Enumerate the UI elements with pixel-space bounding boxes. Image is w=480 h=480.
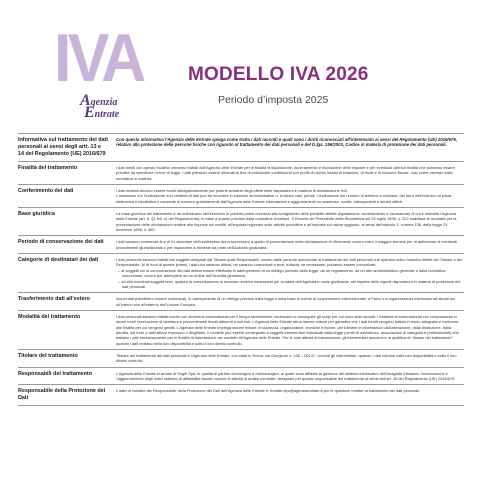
info-row-informativa	[18, 133, 464, 161]
info-row-responsabili	[18, 367, 464, 385]
info-row-modalita	[18, 310, 464, 349]
row-paragraph: Titolare del trattamento dei dati personali è l’Agenzia delle Entrate, con sede in Roma, via Giorgione n. 106 – 00147, nonché gli intermediari, quando i dati entrano nella loro disponibilità e sotto il loro diretto controllo.	[116, 352, 457, 364]
row-label: Responsabile della Protezione dei Dati	[18, 388, 106, 402]
row-text	[116, 388, 464, 402]
row-bullet: – ad altri eventuali soggetti terzi, qualora la comunicazione si dovesse rendere necessaria per la tutela dell’Agenzia in sede giudiziaria, nel rispetto delle vigenti disposizioni in materia di protezione dei dati personali.	[118, 278, 461, 289]
row-label: Periodo di conservazione dei dati	[18, 239, 104, 246]
logo-text-entrate: Entrate	[84, 104, 120, 121]
row-label: Informativa sul trattamento dei dati personali ai sensi degli artt. 13 e 14 del Regolamento (UE) 2016/679	[18, 137, 108, 157]
row-text	[116, 371, 464, 382]
info-row-base-giuridica	[18, 207, 464, 235]
row-label: Categorie di destinatari dei dati	[18, 257, 99, 264]
row-label: Modalità del trattamento	[18, 313, 81, 320]
row-label: Base giuridica	[18, 211, 55, 218]
page-header	[0, 0, 480, 132]
row-paragraph: I dati personali saranno trattati dai soggetti designati dal Titolare quali Responsabili, ovvero dalle persone autorizzate al trattamento dei dati personali che operano sotto l’autorità diretta del Titolare o del Responsabile. Al di fuori di queste ipotesi, i dati non saranno diffusi, né saranno comunicati a terzi, tuttavia, se necessario, potranno essere comunicati:	[116, 257, 463, 268]
agenzia-entrate-logo	[44, 20, 154, 128]
row-label: Trasferimento dati all’estero	[18, 296, 90, 303]
row-paragraph: I dati forniti con questo modello verranno trattati dall’Agenzia delle Entrate per le finalità di liquidazione, accertamento e riscossione delle imposte e per eventuali ulteriori finalità che potranno essere previste da specifiche norme di legge. I dati potranno essere utilizzati al fine di individuare contribuenti con profili di rischio inclusi di evasione, di frode e di elusione fiscale, così come previsto dalla normativa in materia.	[116, 165, 455, 181]
info-row-destinatari	[18, 253, 464, 292]
row-label: Finalità del trattamento	[18, 165, 78, 171]
logo-text-agenzia: Agenzia	[80, 92, 118, 109]
row-paragraph: Il dato di contatto del Responsabile della Protezione dei Dati dell’Agenzia delle Entrate è: entrate.dpo@agenziaentrate.it per le questioni relative al trattamento dei dati personali.	[116, 388, 421, 394]
info-row-trasferimento	[18, 292, 464, 310]
row-paragraph: I dati saranno conservati fino al 31 dicembre dell’undicesimo anno successivo a quello di presentazione della dichiarazione di riferimento ovvero entro il maggior termine per la definizione di eventuali procedimenti giurisdizionali o per rispondere a richieste da parte dell’Autorità giudiziaria.	[116, 239, 458, 250]
row-text	[116, 239, 464, 250]
info-row-conferimento	[18, 184, 464, 207]
info-row-finalita	[18, 161, 464, 184]
privacy-info-table	[18, 133, 464, 406]
row-label: Conferimento dei dati	[18, 188, 74, 195]
info-row-conservazione	[18, 235, 464, 253]
info-row-dpo	[18, 384, 464, 406]
logo-iva-letters: IVA	[54, 20, 143, 96]
row-text	[116, 165, 464, 181]
row-label: Titolare del trattamento	[18, 352, 78, 359]
row-paragraph: I dati richiesti devono essere forniti obbligatoriamente per potersi avvalere degli effetti delle disposizioni in materia di dichiarazione IVA.	[116, 188, 348, 194]
page-title: MODELLO IVA 2026	[188, 64, 369, 85]
row-paragraph: L’Agenzia delle Entrate si avvale di Sogei Spa, in qualità di partner tecnologico e metodologico, al quale sono affidate la gestione del sistema informativo dell’Anagrafe tributaria, l’elaborazione e l’aggiornamento degli indici statistici di affidabilità fiscale nonché le attività di analisi correlate, designato per questo responsabile del trattamento ai sensi dell’art. 28 del Regolamento (UE) 2016/679.	[116, 370, 456, 381]
row-paragraph: Con questa informativa l’Agenzia delle Entrate spiega come tratta i dati raccolti e quali sono i diritti riconosciuti all’interessato ai sensi del Regolamento (UE) 2016/679, relativo alla protezione delle persone fisiche con riguardo al trattamento dei dati personali e del D.lgs. 196/2003, Codice in materia di protezione dei dati personali.	[116, 137, 457, 148]
row-paragraph: Alcuni dati potrebbero essere comunicati, in adempimento di un obbligo previsto dalla legge o sulla base di norme di cooperazione internazionale, a Paesi o a organizzazioni internazionali situati sia all’interno che all’esterno dell’Unione Europea.	[116, 296, 455, 307]
row-text	[116, 314, 464, 346]
page-subtitle: Periodo d’imposta 2025	[218, 94, 329, 106]
row-text	[116, 257, 464, 289]
row-paragraph: La base giuridica del trattamento è da individuarsi nell’esercizio di pubblici poteri connessi allo svolgimento delle predette attività (liquidazione, accertamento e riscossione) di cui è investita l’Agenzia delle Entrate (art. 6, §1 lett. e) del Regolamento), in base a quanto previsto dalla normativa di settore. Il Decreto del Presidente della Repubblica del 22 luglio 1998, n. 322 stabilisce le modalità per la presentazione delle dichiarazioni relative alle imposte sui redditi, all’imposta regionale sulle attività produttive e all’imposta sul valore aggiunto, ai sensi dell’articolo 3, comma 136, della legge 23 dicembre 1996, n. 662.	[116, 211, 457, 233]
row-label: Responsabili del trattamento	[18, 370, 92, 377]
row-text	[116, 353, 464, 364]
row-text	[116, 296, 464, 307]
info-row-titolare	[18, 349, 464, 367]
row-text	[116, 188, 464, 204]
row-text	[116, 137, 464, 158]
row-paragraph: L’omissione e/o l’indicazione non veritiera di dati può far incorrere in sanzioni amministrative o, in alcuni casi, penali. L’indicazione del numero di telefono o cellulare, del fax e dell’indirizzo di posta elettronica è facoltativa e consente di ricevere gratuitamente dall’Agenzia delle Entrate informazioni e aggiornamenti su scadenze, novità, adempimenti e servizi offerti.	[116, 193, 452, 204]
row-bullet: – ai soggetti cui la comunicazione dei dati debba essere effettuata in adempimento di un obbligo previsto dalla legge, da un regolamento, da un atto amministrativo generale o dalla normativa comunitaria, ovvero per adempiere ad un ordine dell’Autorità giudiziaria;	[118, 267, 446, 279]
row-paragraph: I dati personali saranno trattati anche con strumenti automatizzati per il tempo strettamente necessario a conseguire gli scopi per cui sono stati raccolti. I trattamenti automatizzati con comparazioni in alcuni modi l’esecuzione di decisioni e provvedimenti fiscali attinenti a soli enti. L’Agenzia delle Entrate attua idonee misure per garantire che i dati forniti vengano trattati in modo adeguato e conforme alle finalità per cui vengono gestiti. L’Agenzia delle Entrate impiega idonee misure di sicurezza, organizzative, tecniche e fisiche, per tutelare le informazioni dall’alterazione, dalla distruzione, dalla perdita, dal furto o dall’utilizzo improprio o illegittimo. Il modello può essere consegnato a soggetti intermediari individuati dalla legge (centri di assistenza, associazioni di categoria e professionisti) che trattano i dati esclusivamente per le finalità di trasmissione del modello all’Agenzia delle Entrate. Per le sole attività di trasmissione, gli intermediari assumono la qualifica di “titolare del trattamento” quando i dati entrano nella loro disponibilità e sotto il loro diretto controllo.	[116, 313, 459, 346]
row-text	[116, 211, 464, 232]
